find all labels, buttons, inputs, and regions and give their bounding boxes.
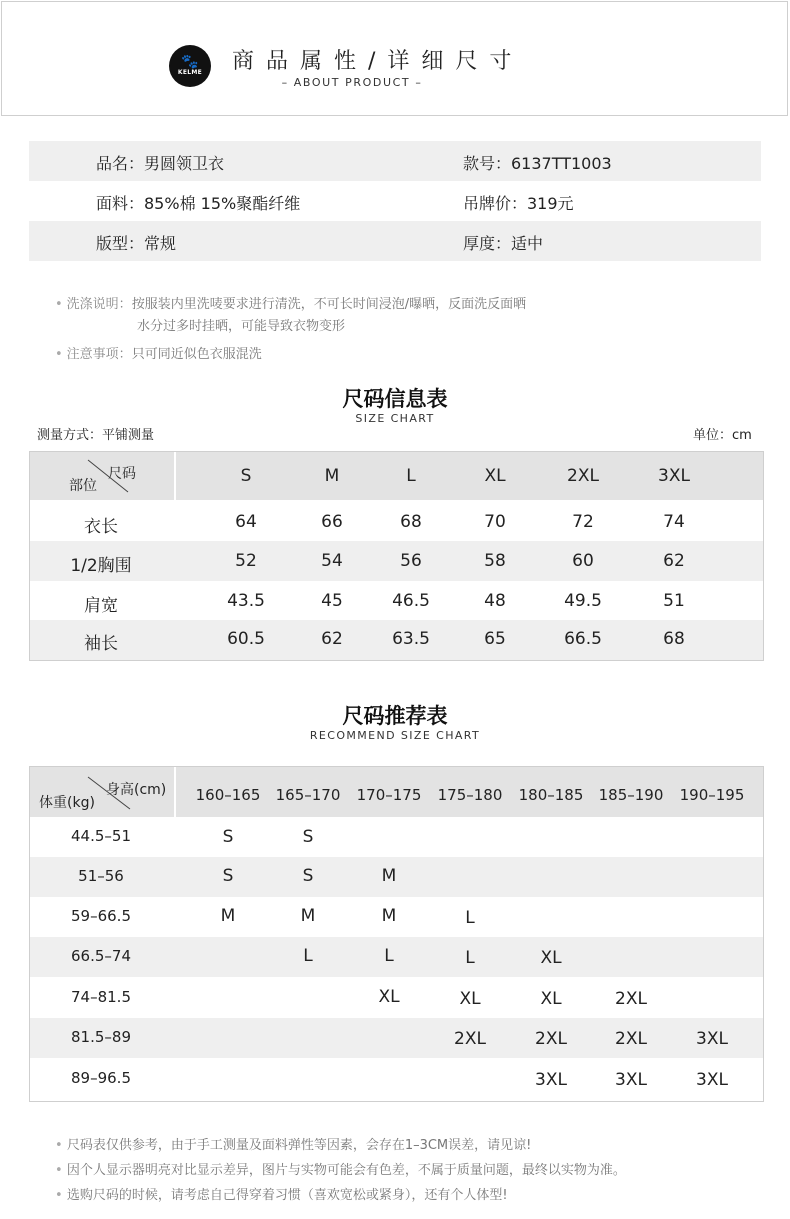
table-cell: 72 bbox=[572, 512, 594, 532]
row-label: 89–96.5 bbox=[71, 1069, 131, 1087]
paw-icon: 🐾 bbox=[181, 54, 199, 70]
size-chart-title: 尺码信息表 bbox=[342, 387, 448, 411]
kelme-logo bbox=[169, 45, 211, 87]
table-cell: S bbox=[302, 827, 314, 847]
size-chart-header bbox=[30, 452, 763, 500]
table-cell: M bbox=[381, 866, 397, 886]
recommend-chart-table bbox=[29, 766, 764, 1102]
footer-note: • 尺码表仅供参考，由于手工测量及面料弹性等因素，会存在1–3CM误差，请见谅! bbox=[55, 1138, 532, 1153]
size-chart-table bbox=[29, 451, 764, 661]
table-cell: 64 bbox=[235, 512, 257, 532]
table-cell: 3XL bbox=[535, 1070, 567, 1090]
table-cell: 3XL bbox=[615, 1070, 647, 1090]
recommend-chart-subtitle: RECOMMEND SIZE CHART bbox=[309, 729, 481, 742]
size-col-header: M bbox=[324, 466, 340, 486]
measure-method: 测量方式：平铺测量 bbox=[37, 428, 155, 443]
table-cell: 56 bbox=[400, 551, 422, 571]
table-cell: L bbox=[465, 948, 475, 968]
table-cell: L bbox=[465, 908, 475, 928]
table-cell: 46.5 bbox=[392, 591, 430, 611]
table-row bbox=[30, 502, 763, 542]
table-row bbox=[30, 620, 763, 660]
recommend-chart-header bbox=[30, 767, 763, 817]
table-cell: 62 bbox=[321, 629, 343, 649]
table-row bbox=[30, 1018, 763, 1058]
table-row bbox=[30, 817, 763, 857]
height-col-header: 165–170 bbox=[275, 786, 341, 804]
height-col-header: 180–185 bbox=[518, 786, 584, 804]
table-cell: 70 bbox=[484, 512, 506, 532]
table-cell: 2XL bbox=[615, 989, 647, 1009]
divider bbox=[174, 452, 176, 500]
attribute-row bbox=[29, 141, 761, 181]
table-row bbox=[30, 541, 763, 581]
row-label: 1/2胸围 bbox=[70, 556, 132, 576]
table-cell: 74 bbox=[663, 512, 685, 532]
divider bbox=[174, 767, 176, 817]
table-row bbox=[30, 937, 763, 977]
table-cell: 58 bbox=[484, 551, 506, 571]
table-cell: 65 bbox=[484, 629, 506, 649]
table-cell: XL bbox=[459, 989, 481, 1009]
footer-note: • 选购尺码的时候，请考虑自己得穿着习惯（喜欢宽松或紧身），还有个人体型! bbox=[55, 1188, 508, 1203]
table-cell: 3XL bbox=[696, 1029, 728, 1049]
table-cell: 63.5 bbox=[392, 629, 430, 649]
table-cell: 54 bbox=[321, 551, 343, 571]
table-cell: 51 bbox=[663, 591, 685, 611]
height-col-header: 170–175 bbox=[356, 786, 422, 804]
table-cell: 52 bbox=[235, 551, 257, 571]
table-row bbox=[30, 1059, 763, 1099]
table-row bbox=[30, 978, 763, 1018]
table-cell: S bbox=[302, 866, 314, 886]
row-label: 66.5–74 bbox=[71, 947, 131, 965]
table-row bbox=[30, 857, 763, 897]
table-row bbox=[30, 581, 763, 621]
height-col-header: 160–165 bbox=[195, 786, 261, 804]
table-cell: 62 bbox=[663, 551, 685, 571]
table-cell: 49.5 bbox=[564, 591, 602, 611]
size-col-header: S bbox=[240, 466, 252, 486]
row-label: 肩宽 bbox=[84, 596, 118, 616]
height-col-header: 185–190 bbox=[598, 786, 664, 804]
height-col-header: 190–195 bbox=[679, 786, 745, 804]
row-label: 74–81.5 bbox=[71, 988, 131, 1006]
attribute-thickness: 厚度：适中 bbox=[463, 234, 544, 253]
table-cell: L bbox=[303, 946, 313, 966]
attribute-style-no: 款号：6137TT1003 bbox=[463, 154, 612, 173]
footer-note: • 因个人显示器明亮对比显示差异，图片与实物可能会有色差，不属于质量问题，最终以实物为准。 bbox=[55, 1163, 626, 1178]
table-cell: M bbox=[381, 906, 397, 926]
care-notice: • 注意事项：只可同近似色衣服混洗 bbox=[55, 347, 262, 362]
table-cell: L bbox=[384, 946, 394, 966]
row-label: 袖长 bbox=[84, 634, 118, 654]
recommend-chart-title: 尺码推荐表 bbox=[342, 704, 448, 728]
table-cell: 2XL bbox=[535, 1029, 567, 1049]
size-col-header: 3XL bbox=[658, 466, 690, 486]
table-cell: 60.5 bbox=[227, 629, 265, 649]
table-cell: 2XL bbox=[454, 1029, 486, 1049]
table-cell: S bbox=[222, 866, 234, 886]
table-cell: 66.5 bbox=[564, 629, 602, 649]
table-cell: 2XL bbox=[615, 1029, 647, 1049]
table-cell: XL bbox=[540, 948, 562, 968]
row-label: 44.5–51 bbox=[71, 827, 131, 845]
attribute-row bbox=[29, 221, 761, 261]
size-col-header: XL bbox=[484, 466, 506, 486]
attribute-fabric: 面料：85%棉 15%聚酯纤维 bbox=[96, 194, 301, 213]
size-col-header: 2XL bbox=[567, 466, 599, 486]
table-cell: 68 bbox=[663, 629, 685, 649]
table-cell: S bbox=[222, 827, 234, 847]
row-label: 51–56 bbox=[78, 867, 124, 885]
table-cell: M bbox=[300, 906, 316, 926]
table-cell: M bbox=[220, 906, 236, 926]
table-cell: 43.5 bbox=[227, 591, 265, 611]
size-chart-subtitle: SIZE CHART bbox=[355, 412, 435, 425]
unit-label: 单位：cm bbox=[693, 428, 752, 443]
table-cell: 48 bbox=[484, 591, 506, 611]
size-col-header: L bbox=[406, 466, 416, 486]
page-title: 商品属性/详细尺寸 bbox=[232, 49, 524, 74]
corner-height-label: 身高(cm) bbox=[106, 782, 167, 798]
wash-instructions: • 洗涤说明：按服装内里洗唛要求进行清洗，不可长时间浸泡/曝晒，反面洗反面晒 bbox=[55, 297, 527, 312]
attribute-price: 吊牌价：319元 bbox=[463, 194, 574, 213]
table-cell: 45 bbox=[321, 591, 343, 611]
table-cell: XL bbox=[540, 989, 562, 1009]
row-label: 81.5–89 bbox=[71, 1028, 131, 1046]
row-label: 衣长 bbox=[84, 517, 118, 537]
attribute-name: 品名：男圆领卫衣 bbox=[96, 154, 225, 173]
corner-weight-label: 体重(kg) bbox=[39, 795, 95, 811]
table-cell: XL bbox=[378, 987, 400, 1007]
page-subtitle: – ABOUT PRODUCT – bbox=[281, 76, 423, 89]
table-cell: 3XL bbox=[696, 1070, 728, 1090]
wash-instructions-cont: 水分过多时挂晒，可能导致衣物变形 bbox=[137, 319, 346, 334]
table-row bbox=[30, 897, 763, 937]
height-col-header: 175–180 bbox=[437, 786, 503, 804]
attribute-row bbox=[29, 181, 761, 221]
logo-text: KELME bbox=[177, 69, 203, 76]
corner-size-label: 尺码 bbox=[108, 466, 136, 482]
corner-part-label: 部位 bbox=[69, 478, 97, 494]
table-cell: 66 bbox=[321, 512, 343, 532]
row-label: 59–66.5 bbox=[71, 907, 131, 925]
table-cell: 60 bbox=[572, 551, 594, 571]
table-cell: 68 bbox=[400, 512, 422, 532]
attribute-fit: 版型：常规 bbox=[96, 234, 177, 253]
